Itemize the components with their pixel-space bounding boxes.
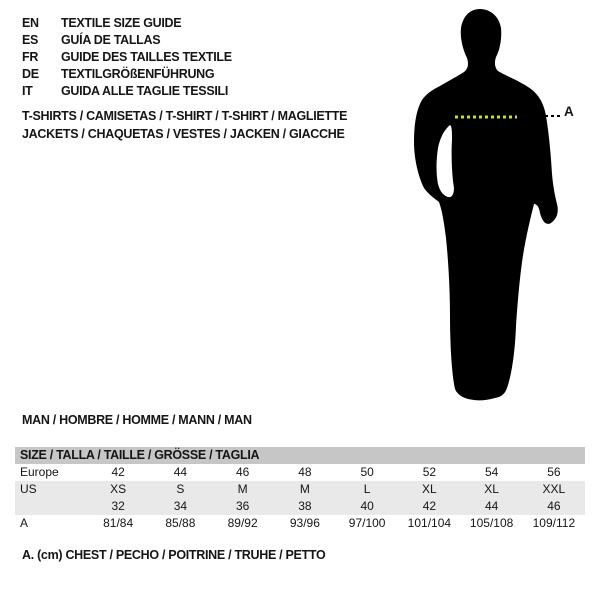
language-title: GUIDE DES TAILLES TEXTILE — [61, 50, 232, 64]
table-cell: 101/104 — [407, 516, 452, 530]
language-title: TEXTILGRÖßENFÜHRUNG — [61, 67, 215, 81]
table-cell: 42 — [422, 499, 437, 513]
table-cell: 34 — [173, 499, 188, 513]
garment-categories — [22, 107, 347, 143]
category-tshirts: T-SHIRTS / CAMISETAS / T-SHIRT / T-SHIRT / MAGLIETTE — [22, 109, 348, 123]
language-row — [22, 32, 232, 49]
table-cell: 85/88 — [165, 516, 196, 530]
table-cell: 97/100 — [348, 516, 386, 530]
man-silhouette-icon — [396, 6, 566, 404]
table-cell: S — [176, 482, 185, 496]
row-label: US — [20, 482, 37, 496]
language-row — [22, 83, 232, 100]
language-legend — [22, 15, 232, 100]
table-cell: 42 — [111, 465, 125, 479]
table-cell: 46 — [547, 499, 561, 513]
language-row — [22, 66, 232, 83]
man-silhouette-figure — [396, 6, 566, 404]
table-cell: M — [237, 482, 248, 496]
table-cell: 81/84 — [103, 516, 134, 530]
table-row-europe — [15, 464, 585, 481]
table-cell: 32 — [111, 499, 125, 513]
table-cell: 50 — [360, 465, 374, 479]
measure-label-a: A — [564, 104, 574, 119]
language-title: TEXTILE SIZE GUIDE — [61, 16, 182, 30]
table-cell: 36 — [235, 499, 250, 513]
size-table — [15, 447, 585, 532]
table-cell: XL — [422, 482, 437, 496]
language-row — [22, 49, 232, 66]
table-cell: 46 — [235, 465, 250, 479]
row-label: Europe — [20, 465, 59, 479]
table-cell: 48 — [298, 465, 312, 479]
table-cell: 52 — [422, 465, 437, 479]
table-cell: XL — [484, 482, 499, 496]
table-row-chest-cm — [15, 515, 585, 532]
table-cell: 44 — [173, 465, 188, 479]
table-cell: 105/108 — [469, 516, 514, 530]
language-code: EN — [22, 16, 39, 30]
table-cell: 93/96 — [289, 516, 320, 530]
table-cell: 56 — [547, 465, 561, 479]
language-row — [22, 15, 232, 32]
table-cell: XXL — [542, 482, 566, 496]
table-cell: M — [299, 482, 310, 496]
measure-footnote: A. (cm) CHEST / PECHO / POITRINE / TRUHE / PETTO — [22, 548, 326, 562]
table-cell: 38 — [298, 499, 312, 513]
table-cell: 89/92 — [227, 516, 258, 530]
table-cell: 54 — [484, 465, 499, 479]
table-cell: 40 — [360, 499, 374, 513]
table-row-us-numeric — [15, 498, 585, 515]
table-cell: XS — [110, 482, 127, 496]
language-code: IT — [22, 84, 33, 98]
language-code: ES — [22, 33, 39, 47]
table-cell: 109/112 — [532, 516, 576, 530]
language-title: GUIDA ALLE TAGLIE TESSILI — [61, 84, 229, 98]
category-jackets: JACKETS / CHAQUETAS / VESTES / JACKEN / GIACCHE — [22, 127, 345, 141]
language-title: GUÍA DE TALLAS — [61, 33, 161, 47]
section-title-man: MAN / HOMBRE / HOMME / MANN / MAN — [22, 413, 252, 427]
size-table-header: SIZE / TALLA / TAILLE / GRÖSSE / TAGLIA — [15, 447, 585, 464]
table-row-us — [15, 481, 585, 498]
table-cell: 44 — [484, 499, 499, 513]
table-cell: L — [363, 482, 371, 496]
row-label — [15, 498, 87, 515]
row-label: A — [20, 516, 29, 530]
language-code: FR — [22, 50, 39, 64]
language-code: DE — [22, 67, 39, 81]
